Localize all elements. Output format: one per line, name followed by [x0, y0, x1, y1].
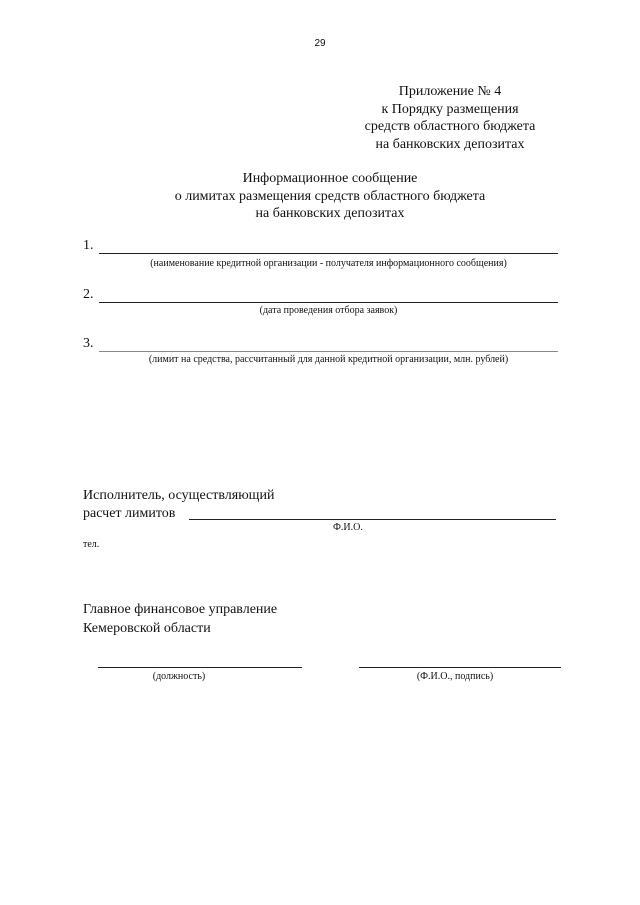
field-2-number: 2.	[83, 287, 94, 302]
name-signature-caption: (Ф.И.О., подпись)	[416, 671, 494, 682]
title-line-1: Информационное сообщение	[242, 171, 418, 186]
name-signature-line[interactable]	[359, 667, 561, 668]
authority-line-2: Кемеровской области	[83, 621, 211, 636]
appendix-line-3: средств областного бюджета	[364, 119, 536, 134]
executor-signature-line[interactable]	[189, 519, 556, 520]
executor-line-1: Исполнитель, осуществляющий	[83, 488, 275, 503]
field-2-caption: (дата проведения отбора заявок)	[259, 305, 398, 316]
appendix-line-4: на банковских депозитах	[375, 136, 525, 152]
field-3-line[interactable]	[99, 351, 558, 352]
position-line[interactable]	[98, 667, 302, 668]
field-1-number: 1.	[83, 238, 94, 253]
position-caption: (должность)	[152, 671, 206, 682]
appendix-header	[330, 83, 570, 153]
field-1-line[interactable]	[99, 253, 558, 254]
title-line-2: о лимитах размещения средств областного бюджета	[174, 188, 486, 204]
field-3-caption: (лимит на средства, рассчитанный для данной кредитной организации, млн. рублей)	[148, 354, 509, 365]
title-line-3: на банковских депозитах	[255, 206, 405, 221]
field-2-line[interactable]	[99, 302, 558, 303]
phone-label: тел.	[83, 539, 100, 550]
field-3-number: 3.	[83, 336, 94, 351]
appendix-line-1: Приложение № 4	[398, 84, 502, 99]
authority-line-1: Главное финансовое управление	[83, 602, 278, 617]
document-title	[110, 170, 550, 223]
executor-name-caption: Ф.И.О.	[333, 522, 363, 533]
appendix-line-2: к Порядку размещения	[381, 101, 519, 117]
field-1-caption: (наименование кредитной организации - получателя информационного сообщения)	[150, 258, 507, 269]
executor-line-2: расчет лимитов	[83, 506, 176, 521]
page-number: 29	[314, 38, 326, 49]
